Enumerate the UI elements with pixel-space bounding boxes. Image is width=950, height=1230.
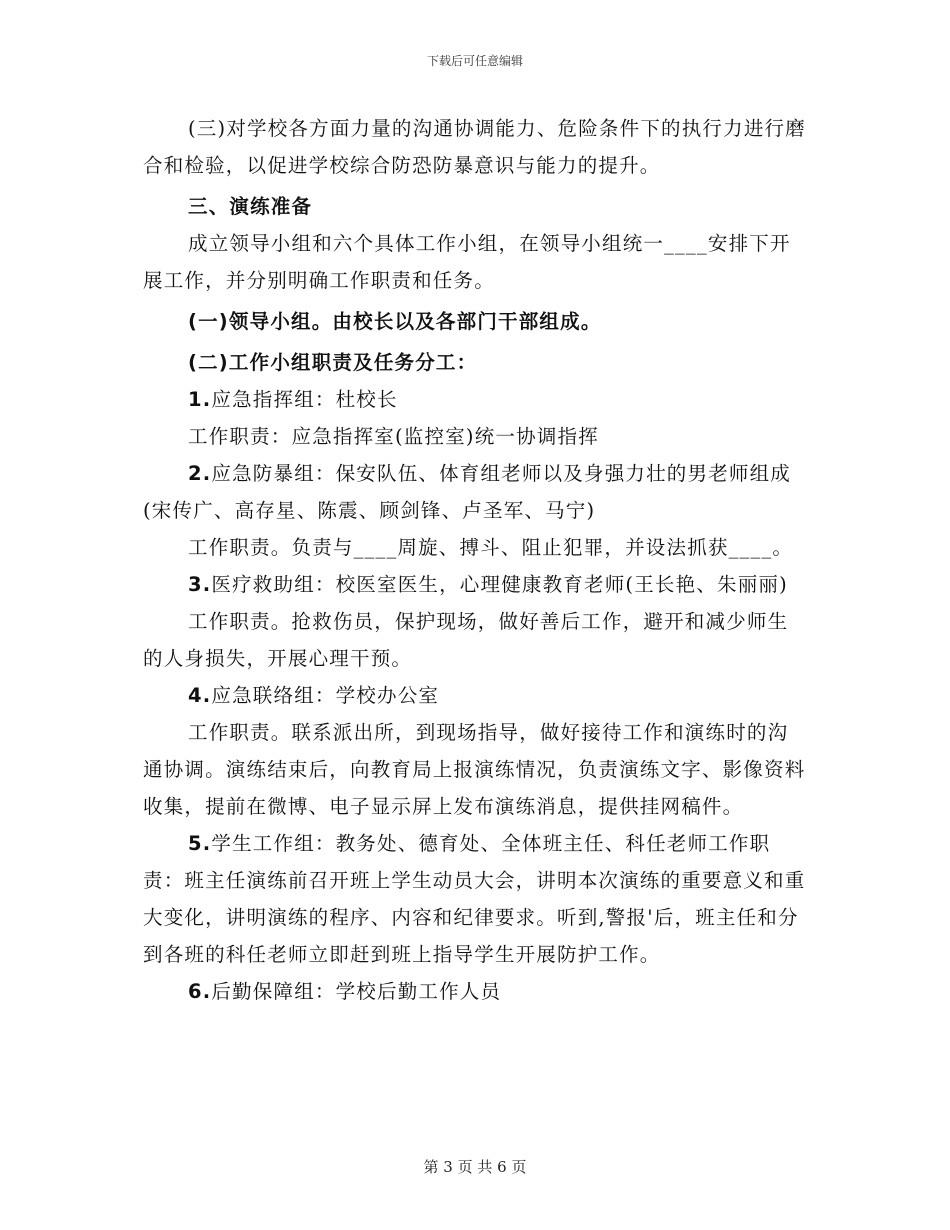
list-number: 2. — [188, 462, 212, 485]
list-item-riot-group — [143, 455, 808, 529]
list-item-student-group — [143, 825, 808, 973]
list-number: 5. — [188, 832, 212, 855]
paragraph-riot-duties: 工作职责。负责与____周旋、搏斗、阻止犯罪，并设法抓获____。 — [188, 536, 794, 559]
document-body — [143, 110, 808, 1010]
list-number: 4. — [188, 684, 212, 707]
paragraph-liaison-duties: 工作职责。联系派出所，到现场指导，做好接待工作和演练时的沟通协调。演练结束后，向教育局上报演练情况，负责演练文字、影像资料收集，提前在微博、电子显示屏上发布演练消息，提供挂网稿件。 — [143, 721, 806, 818]
list-item-command-group — [143, 381, 808, 418]
page-header-note: 下载后可任意编辑 — [426, 54, 523, 68]
list-item-text: 应急联络组：学校办公室 — [211, 684, 440, 707]
section-heading-drill-preparation: 三、演练准备 — [188, 195, 313, 218]
page-footer-number: 第 3 页 共 6 页 — [423, 1158, 527, 1176]
paragraph-medical-duties: 工作职责。抢救伤员，保护现场，做好善后工作，避开和减少师生的人身损失，开展心理干预。 — [143, 610, 789, 670]
paragraph-working-groups-heading: (二)工作小组职责及任务分工： — [188, 351, 478, 374]
list-item-text: 应急防暴组：保安队伍、体育组老师以及身强力壮的男老师组成(宋传广、高存星、陈震、顾剑锋、卢圣军、马宁) — [143, 462, 791, 522]
list-item-text: 学生工作组：教务处、德育处、全体班主任、科任老师工作职责：班主任演练前召开班上学生动员大会，讲明本次演练的重要意义和重大变化，讲明演练的程序、内容和纪律要求。听到,警报'后，班主任和分到各班的科任老师立即赶到班上指导学生开展防护工作。 — [143, 832, 806, 966]
paragraph-objective-3: (三)对学校各方面力量的沟通协调能力、危险条件下的执行力进行磨合和检验，以促进学校综合防恐防暴意识与能力的提升。 — [143, 117, 806, 177]
paragraph-command-duties: 工作职责：应急指挥室(监控室)统一协调指挥 — [188, 425, 599, 448]
list-item-text: 医疗救助组：校医室医生，心理健康教育老师(王长艳、朱丽丽) — [211, 573, 788, 596]
list-number: 1. — [188, 388, 212, 411]
list-item-text: 应急指挥组：杜校长 — [211, 388, 398, 411]
list-item-logistics-group — [143, 973, 808, 1010]
list-number: 3. — [188, 573, 212, 596]
paragraph-leadership-group: (一)领导小组。由校长以及各部门干部组成。 — [188, 310, 602, 333]
list-item-liaison-group — [143, 677, 808, 714]
paragraph-group-setup: 成立领导小组和六个具体工作小组，在领导小组统一____安排下开展工作，并分别明确工作职责和任务。 — [143, 232, 791, 292]
list-item-text: 后勤保障组：学校后勤工作人员 — [211, 980, 502, 1003]
list-item-medical-group — [143, 566, 808, 603]
list-number: 6. — [188, 980, 212, 1003]
